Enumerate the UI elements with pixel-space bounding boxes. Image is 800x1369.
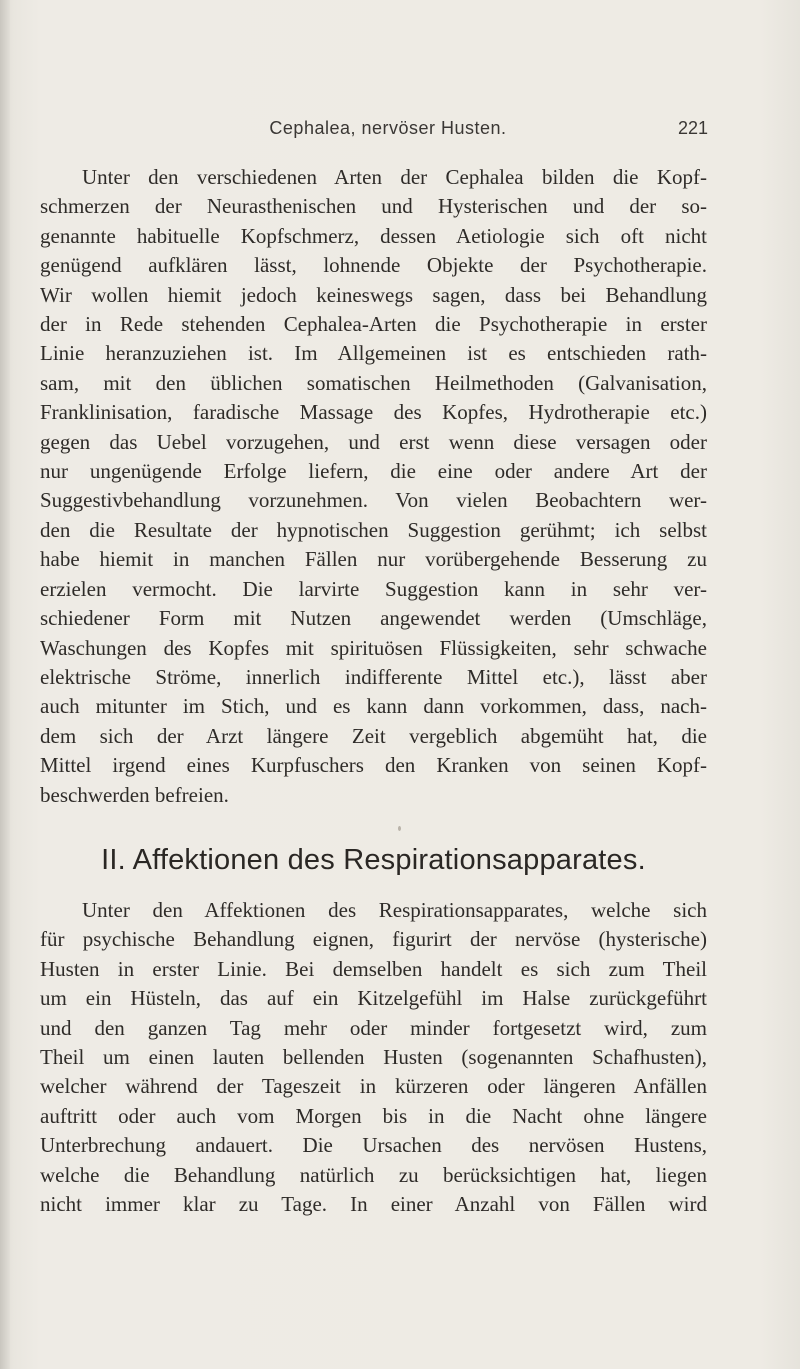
- text-line: Theil um einen lauten bellenden Husten (sogenannten Schafhusten),: [40, 1045, 707, 1070]
- text-line: genügend aufklären lässt, lohnende Objekte der Psychotherapie.: [40, 253, 707, 278]
- text-line: schmerzen der Neurasthenischen und Hysterischen und der so-: [40, 194, 707, 219]
- text-line: gegen das Uebel vorzugehen, und erst wenn diese versagen oder: [40, 429, 707, 454]
- text-line: auftritt oder auch vom Morgen bis in die Nacht ohne längere: [40, 1103, 707, 1128]
- text-line: den die Resultate der hypnotischen Suggestion gerühmt; ich selbst: [40, 517, 707, 542]
- text-line: auch mitunter im Stich, und es kann dann vorkommen, dass, nach-: [40, 694, 707, 719]
- text-line: genannte habituelle Kopfschmerz, dessen Aetiologie sich oft nicht: [40, 223, 707, 248]
- text-line: Suggestivbehandlung vorzunehmen. Von vielen Beobachtern wer-: [40, 488, 707, 513]
- text-line: sam, mit den üblichen somatischen Heilmethoden (Galvanisation,: [40, 370, 707, 395]
- text-line: Unter den Affektionen des Respirationsapparates, welche sich: [82, 898, 707, 922]
- text-line: Wir wollen hiemit jedoch keineswegs sagen, dass bei Behandlung: [40, 282, 707, 307]
- text-line: und den ganzen Tag mehr oder minder fortgesetzt wird, zum: [40, 1015, 707, 1040]
- text-line: erzielen vermocht. Die larvirte Suggestion kann in sehr ver-: [40, 576, 707, 601]
- text-line: welcher während der Tageszeit in kürzeren oder längeren Anfällen: [40, 1074, 707, 1099]
- text-line: habe hiemit in manchen Fällen nur vorübergehende Besserung zu: [40, 547, 707, 572]
- text-line: der in Rede stehenden Cephalea-Arten die Psychotherapie in erster: [40, 312, 707, 337]
- text-line: Unterbrechung andauert. Die Ursachen des nervösen Hustens,: [40, 1133, 707, 1158]
- text-line: beschwerden befreien.: [40, 782, 229, 807]
- text-line: welche die Behandlung natürlich zu berücksichtigen hat, liegen: [40, 1162, 707, 1187]
- text-line: schiedener Form mit Nutzen angewendet werden (Umschläge,: [40, 606, 707, 631]
- text-line: Husten in erster Linie. Bei demselben handelt es sich zum Theil: [40, 956, 707, 981]
- paper-speck: [398, 826, 401, 831]
- running-title: Cephalea, nervöser Husten.: [269, 118, 507, 138]
- paragraph-cephalea: [40, 163, 707, 810]
- page-header: [68, 118, 708, 146]
- text-line: Linie heranzuziehen ist. Im Allgemeinen ist es entschieden rath-: [40, 341, 707, 366]
- text-line: Franklinisation, faradische Massage des Kopfes, Hydrotherapie etc.): [40, 400, 707, 425]
- text-line: Waschungen des Kopfes mit spirituösen Flüssigkeiten, sehr schwache: [40, 635, 707, 660]
- page-number: 221: [677, 118, 708, 138]
- section-heading: II. Affektionen des Respirationsapparates.: [101, 844, 646, 876]
- text-line: nicht immer klar zu Tage. In einer Anzahl von Fällen wird: [40, 1192, 707, 1217]
- paragraph-respiration: [40, 896, 707, 1219]
- text-line: Mittel irgend eines Kurpfuschers den Kranken von seinen Kopf-: [40, 753, 707, 778]
- text-line: Unter den verschiedenen Arten der Cephalea bilden die Kopf-: [82, 165, 707, 189]
- text-line: dem sich der Arzt längere Zeit vergeblich abgemüht hat, die: [40, 723, 707, 748]
- text-line: für psychische Behandlung eignen, figurirt der nervöse (hysterische): [40, 927, 707, 952]
- text-line: um ein Hüsteln, das auf ein Kitzelgefühl im Halse zurückgeführt: [40, 986, 707, 1011]
- page-spine-shadow: [0, 0, 10, 1369]
- text-line: elektrische Ströme, innerlich indifferente Mittel etc.), lässt aber: [40, 664, 707, 689]
- text-line: nur ungenügende Erfolge liefern, die eine oder andere Art der: [40, 459, 707, 484]
